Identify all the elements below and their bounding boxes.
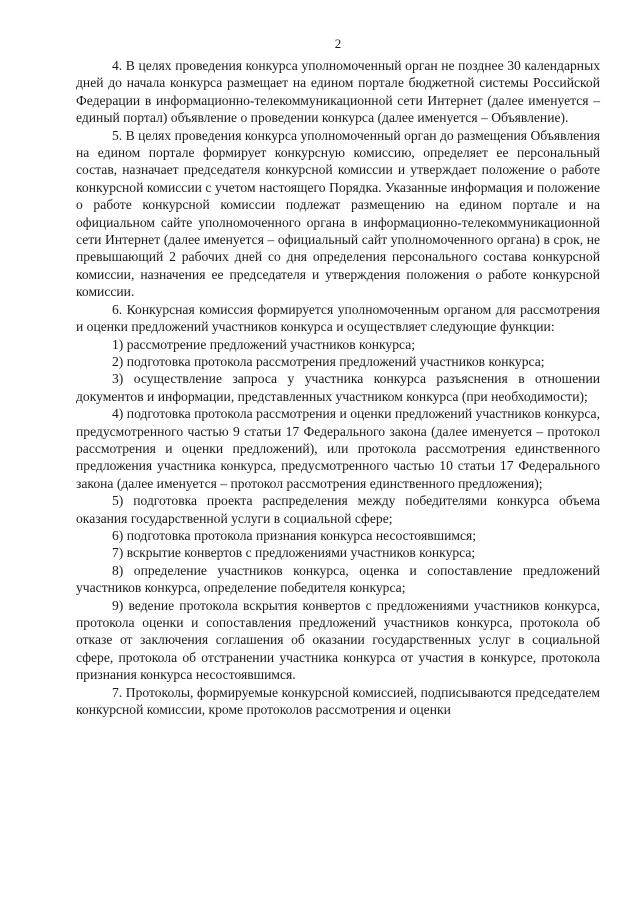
paragraph-6: 6. Конкурсная комиссия формируется уполномоченным органом для рассмотрения и оценки предложений участников конкурса и осуществляет следующие функции: <box>76 301 600 335</box>
function-item-8: 8) определение участников конкурса, оценка и сопоставление предложений участников конкурса, определение победителя конкурса; <box>76 562 600 596</box>
function-item-9: 9) ведение протокола вскрытия конвертов с предложениями участников конкурса, протокола оценки и сопоставления предложений участников конкурса, протокола об отказе от заключения соглашения об оказании государственных услуг в социальной сфере, протокола об отстранении участника конкурса от участия в конкурсе, протокола признания конкурса несостоявшимся. <box>76 597 600 683</box>
page-number: 2 <box>334 36 342 51</box>
function-item-2: 2) подготовка протокола рассмотрения предложений участников конкурса; <box>112 353 545 369</box>
paragraph-7: 7. Протоколы, формируемые конкурсной комиссией, подписываются председателем конкурсной комиссии, кроме протоколов рассмотрения и оценки <box>76 684 600 718</box>
function-item-1: 1) рассмотрение предложений участников конкурса; <box>112 336 416 352</box>
document-body <box>76 57 600 718</box>
function-item-4: 4) подготовка протокола рассмотрения и оценки предложений участников конкурса, предусмотренного частью 9 статьи 17 Федерального закона (далее именуется – протокол рассмотрения и оценки предложений), или протокола рассмотрения единственного предложения участника конкурса, предусмотренного частью 10 статьи 17 Федерального закона (далее именуется – протокол рассмотрения единственного предложения); <box>76 406 600 491</box>
paragraph-5: 5. В целях проведения конкурса уполномоченный орган до размещения Объявления на едином портале формирует конкурсную комиссию, определяет ее персональный состав, назначает председателя конкурсной комиссии и утверждает положение о работе конкурсной комиссии с учетом настоящего Порядка. Указанные информация и положение о работе конкурсной комиссии подлежат размещению на едином портале и на официальном сайте уполномоченного органа в информационно-телекоммуникационной сети Интернет (далее именуется – официальный сайт уполномоченного органа) в срок, не превышающий 2 рабочих дней со дня определения персонального состава конкурсной комиссии, назначения ее председателя и утверждения положения о работе конкурсной комиссии. <box>76 127 600 300</box>
function-item-7: 7) вскрытие конвертов с предложениями участников конкурса; <box>112 545 476 561</box>
function-item-6: 6) подготовка протокола признания конкурса несостоявшимся; <box>112 527 477 543</box>
function-item-3: 3) осуществление запроса у участника конкурса разъяснения в отношении документов и информации, представленных участником конкурса (при необходимости); <box>76 371 600 404</box>
paragraph-4: 4. В целях проведения конкурса уполномоченный орган не позднее 30 календарных дней до начала конкурса размещает на едином портале бюджетной системы Российской Федерации в информационно-телекоммуникационной сети Интернет (далее именуется – единый портал) объявление о проведении конкурса (далее именуется – Объявление). <box>76 58 600 126</box>
function-item-5: 5) подготовка проекта распределения между победителями конкурса объема оказания государственной услуги в социальной сфере; <box>76 493 600 526</box>
